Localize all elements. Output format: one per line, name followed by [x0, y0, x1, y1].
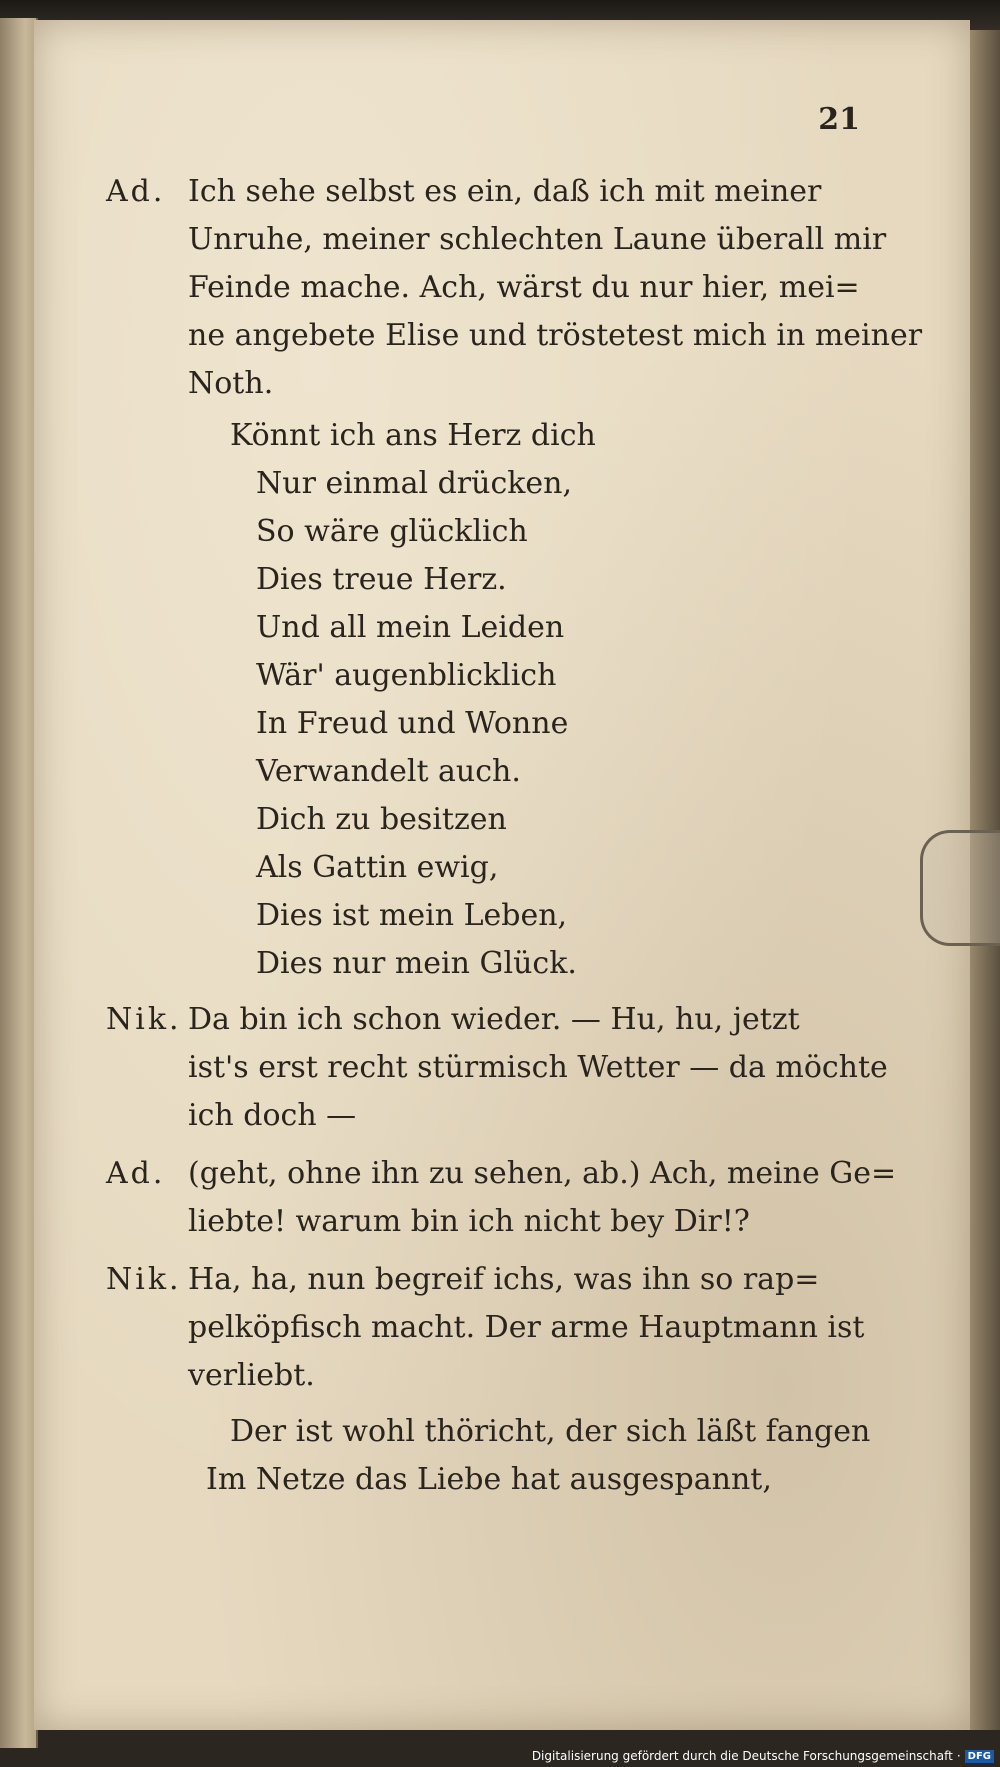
verse-line: Und all mein Leiden: [256, 610, 565, 645]
text-line: Ha, ha, nun begreif ichs, was ihn so rap=: [188, 1262, 820, 1297]
speech-text: [106, 168, 923, 408]
speech-text: [106, 1256, 906, 1400]
text-line: ist's erst recht stürmisch Wetter — da möchte: [188, 1050, 888, 1085]
verse-block: [106, 412, 906, 988]
text-line: Ich sehe selbst es ein, daß ich mit meiner: [188, 174, 822, 209]
speech-block: [106, 168, 923, 408]
verse-line: Der ist wohl thöricht, der sich läßt fangen: [230, 1414, 871, 1449]
text-line: verliebt.: [188, 1358, 315, 1393]
text-line: Feinde mache. Ach, wärst du nur hier, mei=: [188, 270, 860, 305]
speaker-label: Ad.: [106, 1156, 166, 1191]
page-text: [106, 168, 923, 1504]
spacer: [106, 1140, 906, 1150]
text-line: ich doch —: [188, 1098, 357, 1133]
speaker-label: Nik.: [106, 1262, 182, 1297]
left-page-edge: [0, 18, 38, 1748]
verse-line: Dies treue Herz.: [256, 562, 507, 597]
text-line: Unruhe, meiner schlechten Laune überall mir: [188, 222, 887, 257]
page-clip: [920, 830, 1000, 946]
dfg-logo-icon: DFG: [965, 1750, 994, 1763]
verse-line: Dies ist mein Leben,: [256, 898, 568, 933]
footer-credit: [532, 1749, 994, 1763]
verse-line: Dies nur mein Glück.: [256, 946, 577, 981]
speaker-label: Nik.: [106, 1002, 182, 1037]
verse-line: Im Netze das Liebe hat ausgespannt,: [206, 1462, 772, 1497]
speech-block: [106, 1150, 906, 1246]
speaker-label: Ad.: [106, 174, 166, 209]
speech-text: [106, 1150, 906, 1246]
verse-line: In Freud und Wonne: [256, 706, 569, 741]
separator: ·: [956, 1749, 961, 1763]
book-page: [34, 20, 970, 1730]
speech-text: [106, 996, 906, 1140]
verse-line: Verwandelt auch.: [256, 754, 521, 789]
text-line: Da bin ich schon wieder. — Hu, hu, jetzt: [188, 1002, 800, 1037]
speech-block: [106, 1256, 906, 1400]
page-number: 21: [818, 102, 860, 137]
text-line: pelköpfisch macht. Der arme Hauptmann ist: [188, 1310, 865, 1345]
text-line: Noth.: [188, 366, 274, 401]
verse-line: So wäre glücklich: [256, 514, 528, 549]
verse-line: Nur einmal drücken,: [256, 466, 573, 501]
speech-block: [106, 996, 906, 1140]
verse-block: [106, 1408, 906, 1504]
verse-line: Wär' augenblicklich: [256, 658, 557, 693]
text-line: ne angebete Elise und tröstetest mich in meiner: [188, 318, 923, 353]
verse-line: Dich zu besitzen: [256, 802, 507, 837]
footer-text: Digitalisierung gefördert durch die Deutsche Forschungsgemeinschaft: [531, 1749, 953, 1763]
verse-line: Als Gattin ewig,: [256, 850, 499, 885]
spacer: [106, 1246, 906, 1256]
text-line: liebte! warum bin ich nicht bey Dir!?: [188, 1204, 750, 1239]
verse-line: Könnt ich ans Herz dich: [230, 418, 596, 453]
text-line: (geht, ohne ihn zu sehen, ab.) Ach, meine Ge=: [188, 1156, 897, 1191]
